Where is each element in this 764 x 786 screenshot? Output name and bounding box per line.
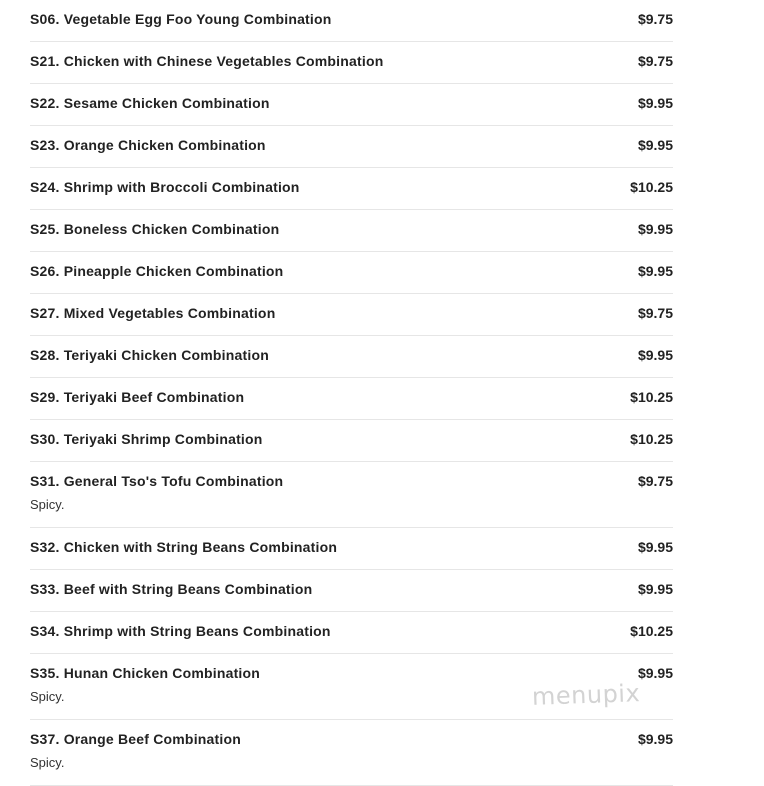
item-price: $9.95	[637, 665, 673, 681]
item-description: Spicy.	[30, 497, 65, 512]
item-name: S32. Chicken with String Beans Combination	[30, 539, 338, 555]
item-price: $9.95	[637, 137, 673, 153]
item-price: $9.75	[637, 473, 673, 489]
menu-item[interactable]	[30, 462, 673, 528]
item-name: S06. Vegetable Egg Foo Young Combination	[30, 11, 332, 27]
item-name: S35. Hunan Chicken Combination	[30, 665, 261, 681]
item-price: $9.95	[637, 221, 673, 237]
item-price: $9.95	[637, 581, 673, 597]
menu-item[interactable]	[30, 210, 673, 252]
item-name: S26. Pineapple Chicken Combination	[30, 263, 284, 279]
item-price: $10.25	[630, 389, 673, 405]
item-description: Spicy.	[30, 689, 65, 704]
item-name: S33. Beef with String Beans Combination	[30, 581, 313, 597]
menu-item[interactable]	[30, 126, 673, 168]
menu-item[interactable]	[30, 84, 673, 126]
item-name: S29. Teriyaki Beef Combination	[30, 389, 245, 405]
item-price: $9.95	[637, 263, 673, 279]
menupix-watermark: menupix	[531, 679, 641, 711]
item-name: S24. Shrimp with Broccoli Combination	[30, 179, 300, 195]
item-price: $9.95	[637, 539, 673, 555]
item-name: S27. Mixed Vegetables Combination	[30, 305, 276, 321]
item-name: S21. Chicken with Chinese Vegetables Combination	[30, 53, 384, 69]
item-name: S30. Teriyaki Shrimp Combination	[30, 431, 263, 447]
menu-item[interactable]	[30, 336, 673, 378]
item-name: S31. General Tso's Tofu Combination	[30, 473, 284, 489]
item-name: S22. Sesame Chicken Combination	[30, 95, 270, 111]
menu-item[interactable]	[30, 294, 673, 336]
item-price: $10.25	[630, 623, 673, 639]
item-price: $9.75	[637, 53, 673, 69]
item-price: $9.95	[637, 731, 673, 747]
menu-item[interactable]	[30, 720, 673, 786]
menu-item[interactable]	[30, 42, 673, 84]
item-name: S23. Orange Chicken Combination	[30, 137, 266, 153]
menu-item[interactable]	[30, 378, 673, 420]
menu-item[interactable]	[30, 252, 673, 294]
item-name: S37. Orange Beef Combination	[30, 731, 241, 747]
item-name: S28. Teriyaki Chicken Combination	[30, 347, 269, 363]
menu-list	[30, 0, 673, 786]
item-price: $10.25	[630, 179, 673, 195]
item-description: Spicy.	[30, 755, 65, 770]
item-price: $9.75	[637, 305, 673, 321]
item-price: $9.95	[637, 347, 673, 363]
menu-item[interactable]	[30, 612, 673, 654]
menu-item[interactable]	[30, 420, 673, 462]
menu-item[interactable]	[30, 528, 673, 570]
menu-item[interactable]	[30, 570, 673, 612]
item-name: S25. Boneless Chicken Combination	[30, 221, 280, 237]
menu-item[interactable]	[30, 168, 673, 210]
menu-item[interactable]	[30, 0, 673, 42]
item-price: $10.25	[630, 431, 673, 447]
item-name: S34. Shrimp with String Beans Combination	[30, 623, 331, 639]
item-price: $9.95	[637, 95, 673, 111]
item-price: $9.75	[637, 11, 673, 27]
